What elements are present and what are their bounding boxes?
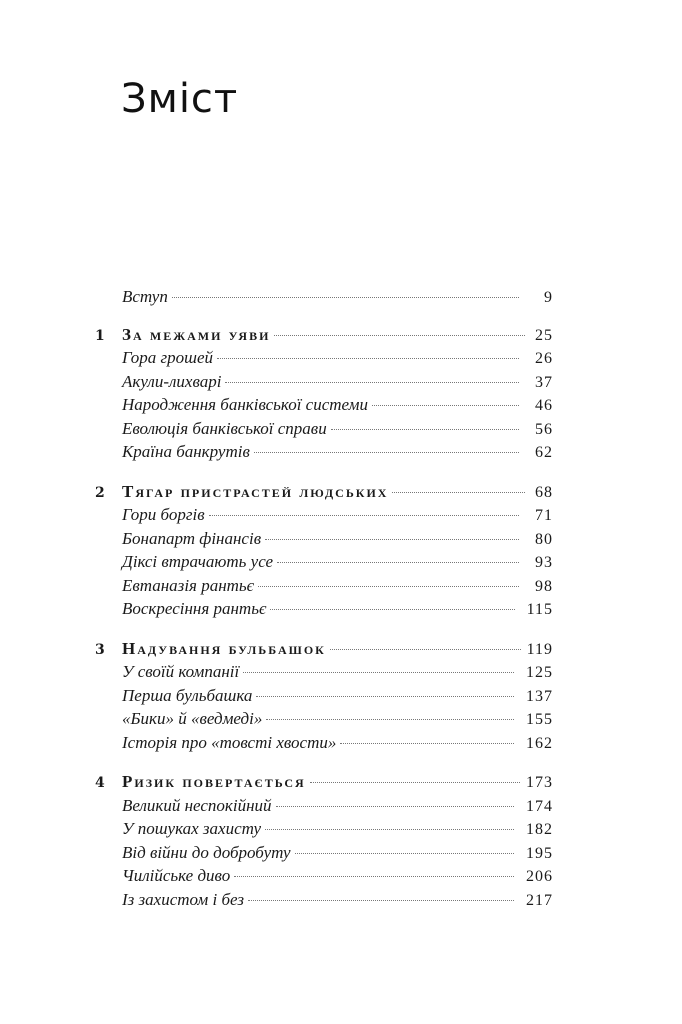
entry-title: У пошуках захисту [122,819,262,838]
entry-title: Ризик повертається [122,772,306,791]
toc-section-entry [95,889,553,911]
dot-leader [265,829,514,830]
toc-section-entry [95,842,553,864]
page-number: 80 [535,531,553,548]
dot-leader [340,743,514,744]
entry-title: Гора грошей [122,348,214,367]
page-number: 62 [535,444,553,461]
page-number: 25 [535,327,553,344]
toc-chapter-entry [95,481,553,503]
page-title: Зміст [121,76,239,122]
toc-section-entry [95,528,553,550]
toc-section-entry [95,818,553,840]
dot-leader [258,586,519,587]
toc-section-entry [95,347,553,369]
dot-leader [217,358,519,359]
entry-title: Із захистом і без [122,890,244,909]
entry-title: Діксі втрачають усе [122,552,274,571]
toc-section-entry [95,708,553,730]
dot-leader [270,609,514,610]
entry-title: Від війни до добробуту [122,843,291,862]
dot-leader [372,405,519,406]
toc-section-entry [95,661,553,683]
page-number: 125 [526,664,553,681]
page-number: 68 [535,484,553,501]
dot-leader [392,492,525,493]
page-number: 98 [535,578,553,595]
dot-leader [225,382,519,383]
page-number: 115 [526,601,553,618]
chapter-number: 3 [95,642,105,658]
dot-leader [243,672,514,673]
page-number: 195 [526,845,553,862]
dot-leader [295,853,514,854]
entry-title: Тягар пристрастей людських [122,482,389,501]
dot-leader [265,539,519,540]
entry-title: «Бики» й «ведмеді» [122,709,263,728]
toc-section-entry [95,795,553,817]
page-number: 173 [526,774,553,791]
dot-leader [310,782,520,783]
toc-section-entry [95,598,553,620]
toc-section-entry [95,504,553,526]
dot-leader [172,297,519,298]
entry-title: Евтаназія рантьє [122,576,255,595]
chapter-number: 1 [95,328,105,344]
page-number: 37 [535,374,553,391]
page-number: 93 [535,554,553,571]
toc-section-entry [95,418,553,440]
dot-leader [256,696,514,697]
toc-section-entry [95,685,553,707]
toc-section-entry [95,394,553,416]
entry-title: Воскресіння рантьє [122,599,267,618]
toc-chapter-entry [95,324,553,346]
page-number: 174 [526,798,553,815]
dot-leader [254,452,519,453]
page-number: 155 [526,711,553,728]
dot-leader [330,649,521,650]
toc-section-entry [95,551,553,573]
dot-leader [266,719,514,720]
dot-leader [274,335,525,336]
page-number: 206 [526,868,553,885]
entry-title: У своїй компанії [122,662,240,681]
page-number: 182 [526,821,553,838]
toc-section-entry [95,865,553,887]
dot-leader [276,806,514,807]
entry-title: Історія про «товсті хвости» [122,733,337,752]
dot-leader [277,562,519,563]
toc-section-entry [95,575,553,597]
entry-title: Гори боргів [122,505,205,524]
dot-leader [234,876,514,877]
entry-title: Еволюція банківської справи [122,419,327,438]
page-number: 119 [526,641,553,658]
entry-title: Країна банкрутів [122,442,250,461]
toc-section-entry [95,732,553,754]
dot-leader [209,515,519,516]
page-number: 71 [535,507,553,524]
dot-leader [248,900,514,901]
entry-title: Народження банківської системи [122,395,369,414]
entry-title: Надування бульбашок [122,639,326,658]
toc-section-entry [95,371,553,393]
chapter-number: 4 [95,775,105,791]
entry-title: Вступ [122,287,168,306]
page-number: 56 [535,421,553,438]
entry-title: Великий неспокійний [122,796,272,815]
entry-title: Акули-лихварі [122,372,222,391]
chapter-number: 2 [95,485,105,501]
page-number: 26 [535,350,553,367]
entry-title: За межами уяви [122,325,271,344]
toc-chapter-entry [95,638,553,660]
toc-chapter-entry [95,771,553,793]
page-number: 162 [526,735,553,752]
page-number: 46 [535,397,553,414]
entry-title: Бонапарт фінансів [122,529,262,548]
entry-title: Чилійське диво [122,866,231,885]
entry-title: Перша бульбашка [122,686,253,705]
dot-leader [331,429,519,430]
page-number: 9 [544,289,553,306]
toc-section-entry [95,286,553,308]
page-number: 217 [526,892,553,909]
page-number: 137 [526,688,553,705]
toc-section-entry [95,441,553,463]
